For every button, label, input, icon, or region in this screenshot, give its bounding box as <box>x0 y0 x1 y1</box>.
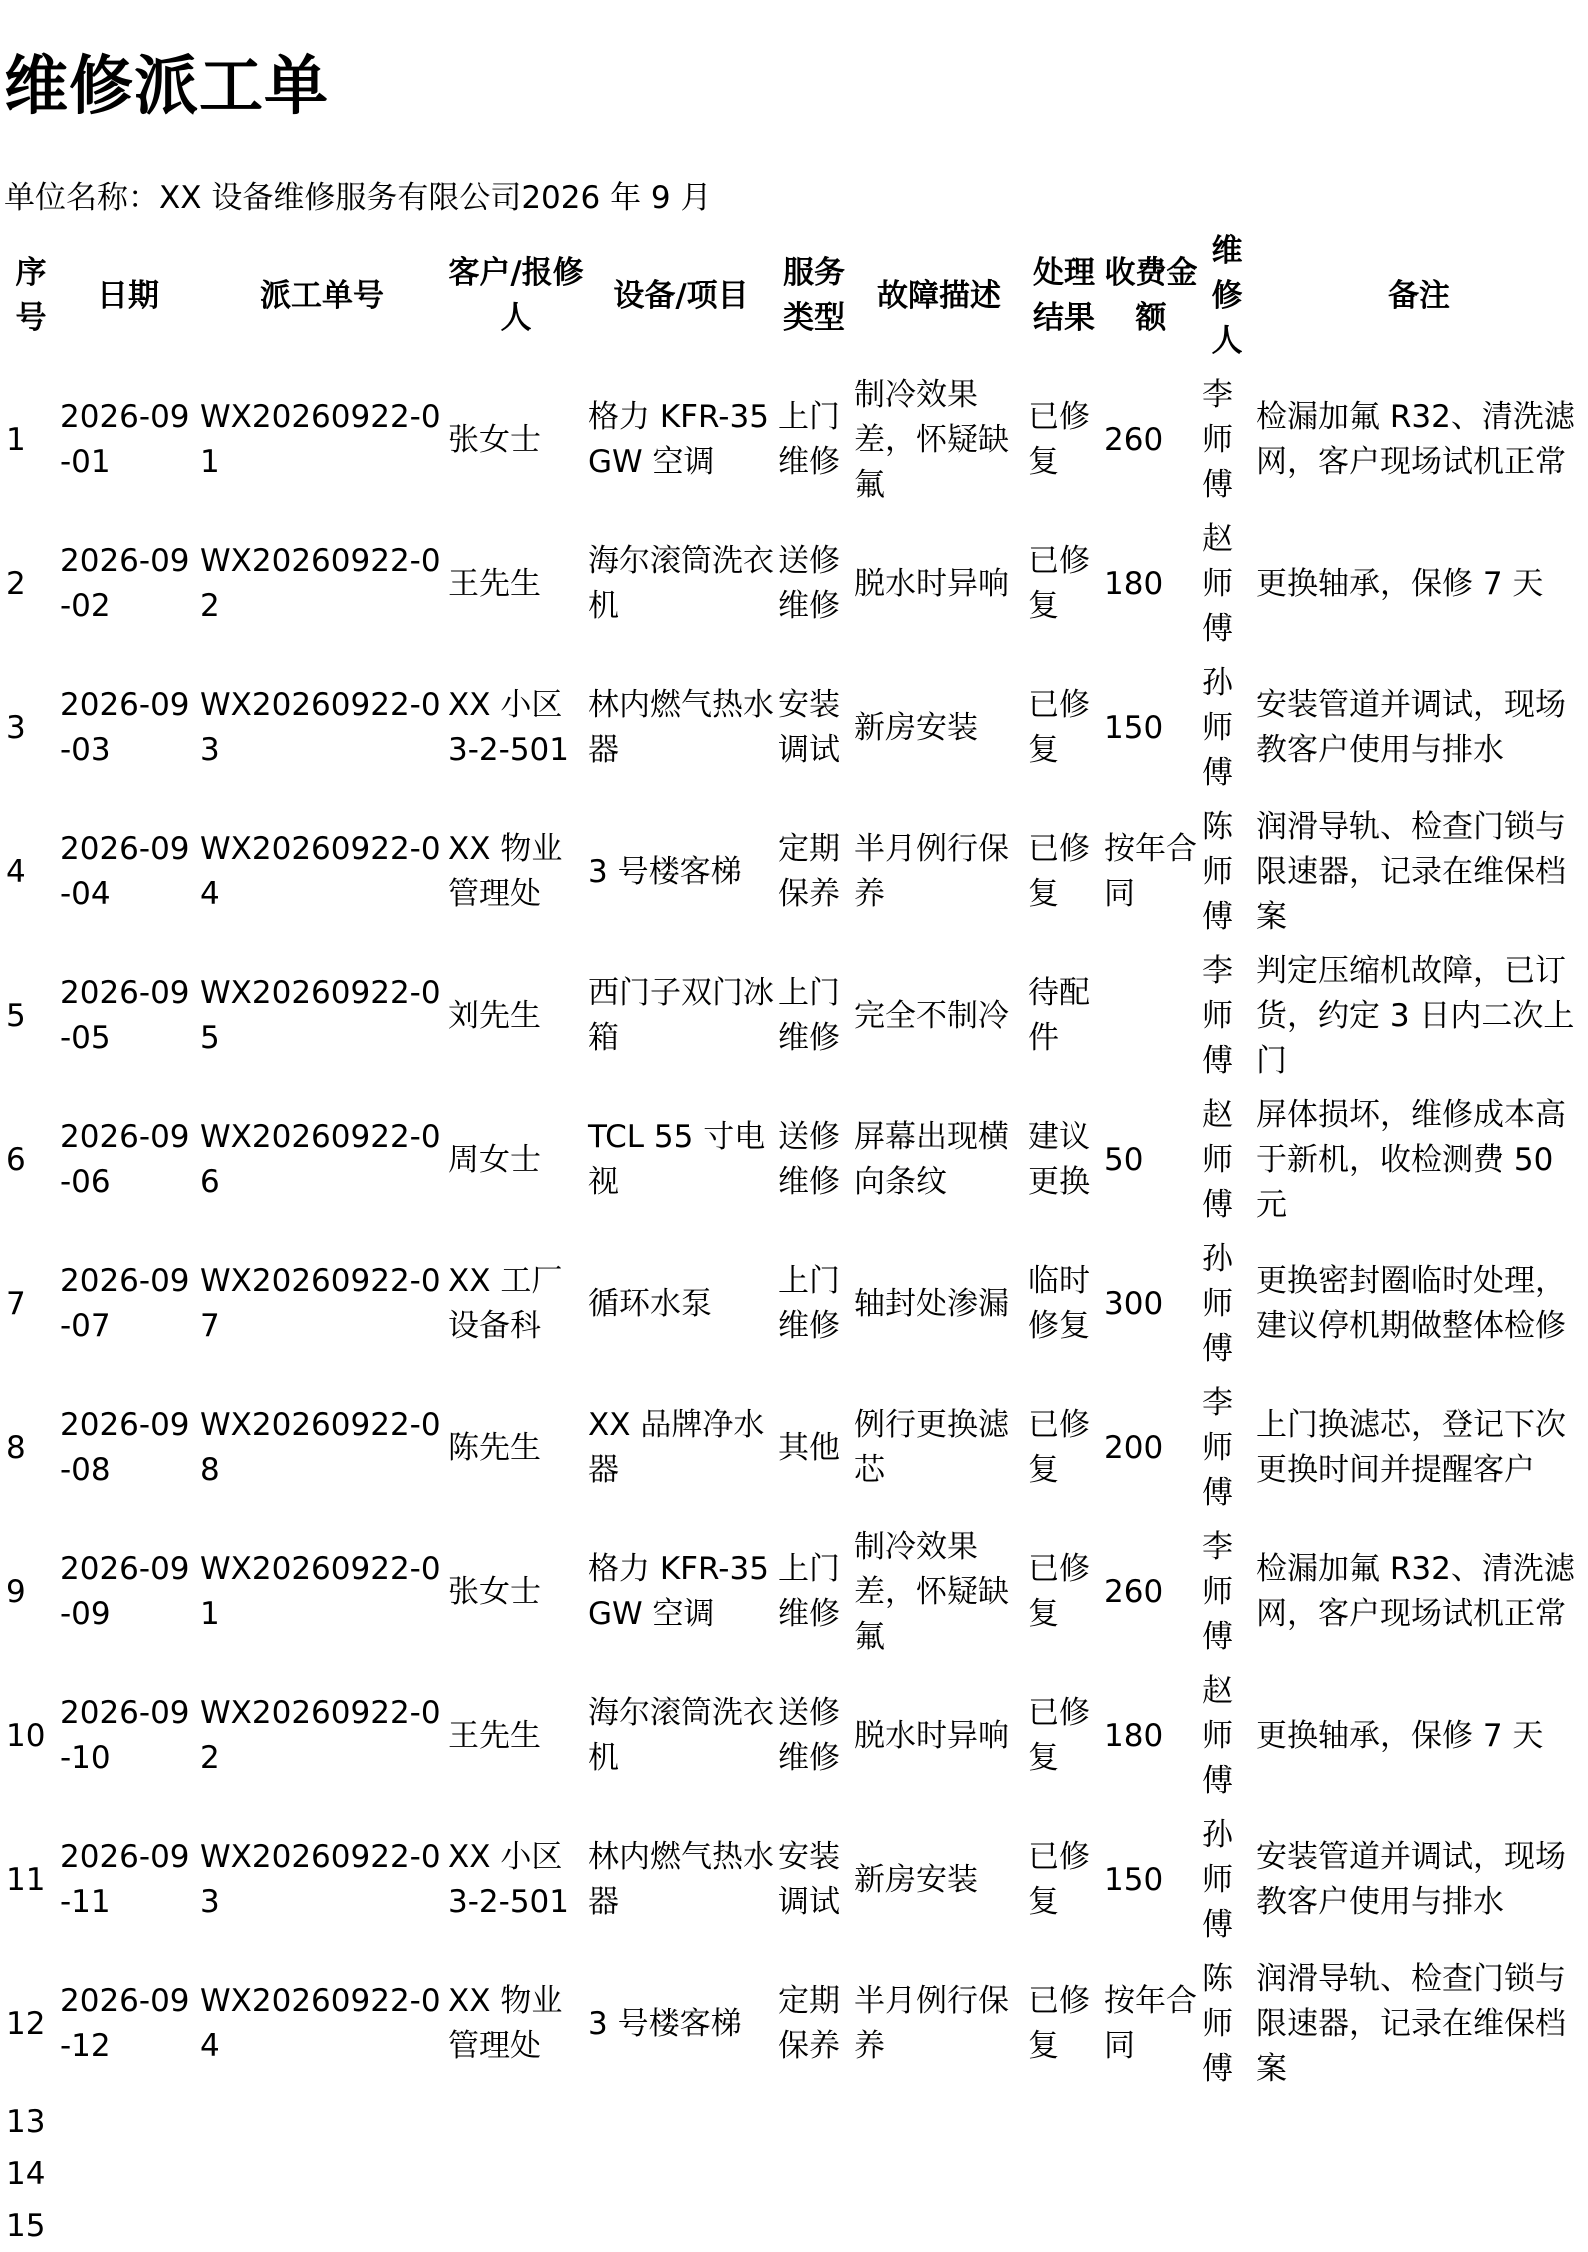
cell-customer: 王先生 <box>448 1717 541 1754</box>
cell-seq: 12 <box>6 2005 46 2042</box>
cell-device: 3 号楼客梯 <box>588 853 742 890</box>
cell-technician: 孙师傅 <box>1202 664 1233 791</box>
cell-empty <box>446 2200 586 2252</box>
cell-result: 已修复 <box>1028 1407 1090 1488</box>
header-result: 处理结果 <box>1033 255 1095 336</box>
cell-fault: 新房安装 <box>854 1861 978 1898</box>
cell-service-type: 上门维修 <box>778 1551 840 1632</box>
cell-empty <box>776 2200 852 2252</box>
header-fault: 故障描述 <box>877 277 1001 314</box>
cell-fee: 150 <box>1104 1861 1164 1898</box>
cell-fee: 200 <box>1104 1429 1164 1466</box>
cell-device: 3 号楼客梯 <box>588 2005 742 2042</box>
header-order-no: 派工单号 <box>260 277 384 314</box>
cell-customer: 张女士 <box>448 1573 541 1610</box>
cell-customer: 王先生 <box>448 565 541 602</box>
cell-note: 更换轴承，保修 7 天 <box>1256 565 1544 602</box>
cell-technician: 赵师傅 <box>1202 520 1233 647</box>
cell-service-type: 上门维修 <box>778 975 840 1056</box>
header-note: 备注 <box>1388 277 1450 314</box>
header-fee: 收费金额 <box>1104 255 1198 336</box>
cell-customer: XX 小区 3-2-501 <box>448 1839 569 1920</box>
table-row <box>4 656 1584 800</box>
header-date: 日期 <box>97 277 159 314</box>
cell-empty <box>198 2096 446 2148</box>
cell-result: 已修复 <box>1028 399 1090 480</box>
cell-empty <box>586 2200 776 2252</box>
cell-device: XX 品牌净水器 <box>588 1407 765 1488</box>
cell-empty <box>1102 2096 1200 2148</box>
cell-order-no: WX20260922-03 <box>200 1839 441 1920</box>
cell-empty <box>1254 2148 1584 2200</box>
cell-empty <box>1026 2096 1102 2148</box>
cell-date: 2026-09-12 <box>60 1983 190 2064</box>
table-row <box>4 368 1584 512</box>
cell-service-type: 其他 <box>778 1429 840 1466</box>
cell-empty <box>1200 2200 1254 2252</box>
cell-note: 更换轴承，保修 7 天 <box>1256 1717 1544 1754</box>
cell-technician: 李师傅 <box>1202 376 1233 503</box>
cell-result: 已修复 <box>1028 1839 1090 1920</box>
cell-empty <box>58 2200 198 2252</box>
cell-technician: 赵师傅 <box>1202 1096 1233 1223</box>
cell-fee: 按年合同 <box>1104 1983 1197 2064</box>
cell-note: 判定压缩机故障，已订货，约定 3 日内二次上门 <box>1256 952 1575 1079</box>
cell-seq: 9 <box>6 1573 26 1610</box>
cell-technician: 陈师傅 <box>1202 1960 1233 2087</box>
header-customer: 客户/报修人 <box>448 255 584 336</box>
cell-empty <box>1200 2096 1254 2148</box>
cell-date: 2026-09-04 <box>60 831 190 912</box>
header-seq: 序号 <box>15 255 47 336</box>
cell-empty <box>776 2148 852 2200</box>
cell-customer: 刘先生 <box>448 997 541 1034</box>
cell-technician: 李师傅 <box>1202 1384 1233 1511</box>
cell-seq: 14 <box>6 2155 46 2192</box>
table-row <box>4 1088 1584 1232</box>
cell-fee: 按年合同 <box>1104 831 1197 912</box>
header-device: 设备/项目 <box>613 277 749 314</box>
cell-note: 检漏加氟 R32、清洗滤网，客户现场试机正常 <box>1256 1551 1575 1632</box>
cell-device: 循环水泵 <box>588 1285 712 1322</box>
cell-fault: 半月例行保养 <box>854 831 1009 912</box>
cell-note: 安装管道并调试，现场教客户使用与排水 <box>1256 687 1566 768</box>
cell-fault: 制冷效果差，怀疑缺氟 <box>854 376 1009 503</box>
cell-empty <box>1200 2148 1254 2200</box>
cell-fault: 屏幕出现横向条纹 <box>854 1119 1009 1200</box>
table-row <box>4 512 1584 656</box>
cell-date: 2026-09-03 <box>60 687 190 768</box>
cell-order-no: WX20260922-02 <box>200 543 441 624</box>
cell-date: 2026-09-05 <box>60 975 190 1056</box>
cell-date: 2026-09-08 <box>60 1407 190 1488</box>
cell-empty <box>586 2096 776 2148</box>
cell-empty <box>586 2148 776 2200</box>
cell-empty <box>1254 2096 1584 2148</box>
cell-empty <box>58 2096 198 2148</box>
cell-seq: 11 <box>6 1861 46 1898</box>
cell-note: 检漏加氟 R32、清洗滤网，客户现场试机正常 <box>1256 399 1575 480</box>
cell-empty <box>446 2096 586 2148</box>
cell-order-no: WX20260922-03 <box>200 687 441 768</box>
cell-customer: XX 物业管理处 <box>448 1983 563 2064</box>
cell-fault: 轴封处渗漏 <box>854 1285 1009 1322</box>
cell-device: 海尔滚筒洗衣机 <box>588 1695 774 1776</box>
cell-date: 2026-09-06 <box>60 1119 190 1200</box>
cell-device: 林内燃气热水器 <box>588 687 774 768</box>
cell-customer: 周女士 <box>448 1141 541 1178</box>
cell-service-type: 送修维修 <box>778 1695 840 1776</box>
cell-service-type: 定期保养 <box>778 831 840 912</box>
cell-fee: 300 <box>1104 1285 1164 1322</box>
cell-fault: 脱水时异响 <box>854 565 1009 602</box>
cell-technician: 李师傅 <box>1202 1528 1233 1655</box>
cell-note: 屏体损坏，维修成本高于新机，收检测费 50 元 <box>1256 1096 1566 1223</box>
cell-order-no: WX20260922-07 <box>200 1263 441 1344</box>
table-row-empty <box>4 2096 1584 2148</box>
cell-fee <box>1102 944 1200 1088</box>
cell-seq: 15 <box>6 2207 46 2244</box>
cell-seq: 10 <box>6 1717 46 1754</box>
header-service-type: 服务类型 <box>783 255 845 336</box>
cell-technician: 孙师傅 <box>1202 1816 1233 1943</box>
cell-service-type: 送修维修 <box>778 1119 840 1200</box>
cell-order-no: WX20260922-04 <box>200 1983 441 2064</box>
cell-empty <box>1026 2148 1102 2200</box>
cell-device: 西门子双门冰箱 <box>588 975 774 1056</box>
cell-service-type: 安装调试 <box>778 1839 840 1920</box>
cell-device: 海尔滚筒洗衣机 <box>588 543 774 624</box>
cell-customer: 陈先生 <box>448 1429 541 1466</box>
cell-fee: 260 <box>1104 1573 1164 1610</box>
unit-name-line: 单位名称：XX 设备维修服务有限公司2026 年 9 月 <box>4 180 712 216</box>
cell-service-type: 安装调试 <box>778 687 840 768</box>
cell-empty <box>1026 2200 1102 2252</box>
cell-device: 格力 KFR-35GW 空调 <box>588 1551 769 1632</box>
table-row <box>4 1808 1584 1952</box>
cell-empty <box>1102 2200 1200 2252</box>
cell-order-no: WX20260922-05 <box>200 975 441 1056</box>
cell-fee: 180 <box>1104 565 1164 602</box>
cell-seq: 1 <box>6 421 26 458</box>
cell-device: TCL 55 寸电视 <box>588 1119 766 1200</box>
table-header-row <box>4 224 1584 368</box>
cell-fee: 260 <box>1104 421 1164 458</box>
cell-result: 已修复 <box>1028 1983 1090 2064</box>
cell-fault: 制冷效果差，怀疑缺氟 <box>854 1528 1009 1655</box>
cell-seq: 13 <box>6 2103 46 2140</box>
cell-result: 已修复 <box>1028 1551 1090 1632</box>
cell-service-type: 定期保养 <box>778 1983 840 2064</box>
dispatch-table <box>4 224 1584 2252</box>
cell-empty <box>198 2200 446 2252</box>
cell-date: 2026-09-02 <box>60 543 190 624</box>
cell-result: 已修复 <box>1028 1695 1090 1776</box>
cell-technician: 李师傅 <box>1202 952 1233 1079</box>
cell-seq: 4 <box>6 853 26 890</box>
cell-order-no: WX20260922-01 <box>200 1551 441 1632</box>
cell-service-type: 上门维修 <box>778 399 840 480</box>
cell-fee: 150 <box>1104 709 1164 746</box>
cell-date: 2026-09-10 <box>60 1695 190 1776</box>
cell-customer: XX 工厂设备科 <box>448 1263 563 1344</box>
cell-seq: 3 <box>6 709 26 746</box>
cell-seq: 5 <box>6 997 26 1034</box>
cell-date: 2026-09-11 <box>60 1839 190 1920</box>
cell-device: 林内燃气热水器 <box>588 1839 774 1920</box>
cell-date: 2026-09-09 <box>60 1551 190 1632</box>
cell-order-no: WX20260922-01 <box>200 399 441 480</box>
cell-order-no: WX20260922-08 <box>200 1407 441 1488</box>
page-title: 维修派工单 <box>4 50 329 124</box>
cell-seq: 6 <box>6 1141 26 1178</box>
table-row <box>4 1664 1584 1808</box>
cell-fee: 180 <box>1104 1717 1164 1754</box>
cell-note: 安装管道并调试，现场教客户使用与排水 <box>1256 1839 1566 1920</box>
cell-fee: 50 <box>1104 1141 1144 1178</box>
cell-customer: 张女士 <box>448 421 541 458</box>
table-row-empty <box>4 2200 1584 2252</box>
header-technician: 维修人 <box>1211 232 1243 359</box>
cell-empty <box>198 2148 446 2200</box>
cell-result: 已修复 <box>1028 831 1090 912</box>
cell-device: 格力 KFR-35GW 空调 <box>588 399 769 480</box>
cell-empty <box>852 2096 1026 2148</box>
cell-seq: 2 <box>6 565 26 602</box>
cell-seq: 8 <box>6 1429 26 1466</box>
table-row <box>4 800 1584 944</box>
cell-technician: 陈师傅 <box>1202 808 1233 935</box>
cell-result: 已修复 <box>1028 687 1090 768</box>
cell-technician: 赵师傅 <box>1202 1672 1233 1799</box>
cell-service-type: 上门维修 <box>778 1263 840 1344</box>
table-row <box>4 1952 1584 2096</box>
table-row-empty <box>4 2148 1584 2200</box>
cell-note: 润滑导轨、检查门锁与限速器，记录在维保档案 <box>1256 1960 1566 2087</box>
cell-empty <box>58 2148 198 2200</box>
cell-seq: 7 <box>6 1285 26 1322</box>
table-row <box>4 944 1584 1088</box>
cell-order-no: WX20260922-04 <box>200 831 441 912</box>
cell-empty <box>1102 2148 1200 2200</box>
cell-note: 润滑导轨、检查门锁与限速器，记录在维保档案 <box>1256 808 1566 935</box>
cell-date: 2026-09-01 <box>60 399 190 480</box>
cell-note: 上门换滤芯，登记下次更换时间并提醒客户 <box>1256 1407 1566 1488</box>
cell-result: 待配件 <box>1028 975 1090 1056</box>
cell-technician: 孙师傅 <box>1202 1240 1233 1367</box>
cell-empty <box>852 2148 1026 2200</box>
cell-empty <box>776 2096 852 2148</box>
cell-result: 已修复 <box>1028 543 1090 624</box>
cell-fault: 例行更换滤芯 <box>854 1407 1009 1488</box>
cell-empty <box>852 2200 1026 2252</box>
cell-order-no: WX20260922-06 <box>200 1119 441 1200</box>
table-row <box>4 1376 1584 1520</box>
table-row <box>4 1520 1584 1664</box>
table-row <box>4 1232 1584 1376</box>
cell-fault: 脱水时异响 <box>854 1717 1009 1754</box>
cell-fault: 完全不制冷 <box>854 997 1009 1034</box>
cell-order-no: WX20260922-02 <box>200 1695 441 1776</box>
cell-result: 建议更换 <box>1028 1119 1090 1200</box>
cell-date: 2026-09-07 <box>60 1263 190 1344</box>
cell-fault: 半月例行保养 <box>854 1983 1009 2064</box>
cell-note: 更换密封圈临时处理，建议停机期做整体检修 <box>1256 1263 1566 1344</box>
cell-fault: 新房安装 <box>854 709 978 746</box>
cell-empty <box>1254 2200 1584 2252</box>
cell-customer: XX 小区 3-2-501 <box>448 687 569 768</box>
cell-empty <box>446 2148 586 2200</box>
cell-service-type: 送修维修 <box>778 543 840 624</box>
cell-result: 临时修复 <box>1028 1263 1090 1344</box>
cell-customer: XX 物业管理处 <box>448 831 563 912</box>
